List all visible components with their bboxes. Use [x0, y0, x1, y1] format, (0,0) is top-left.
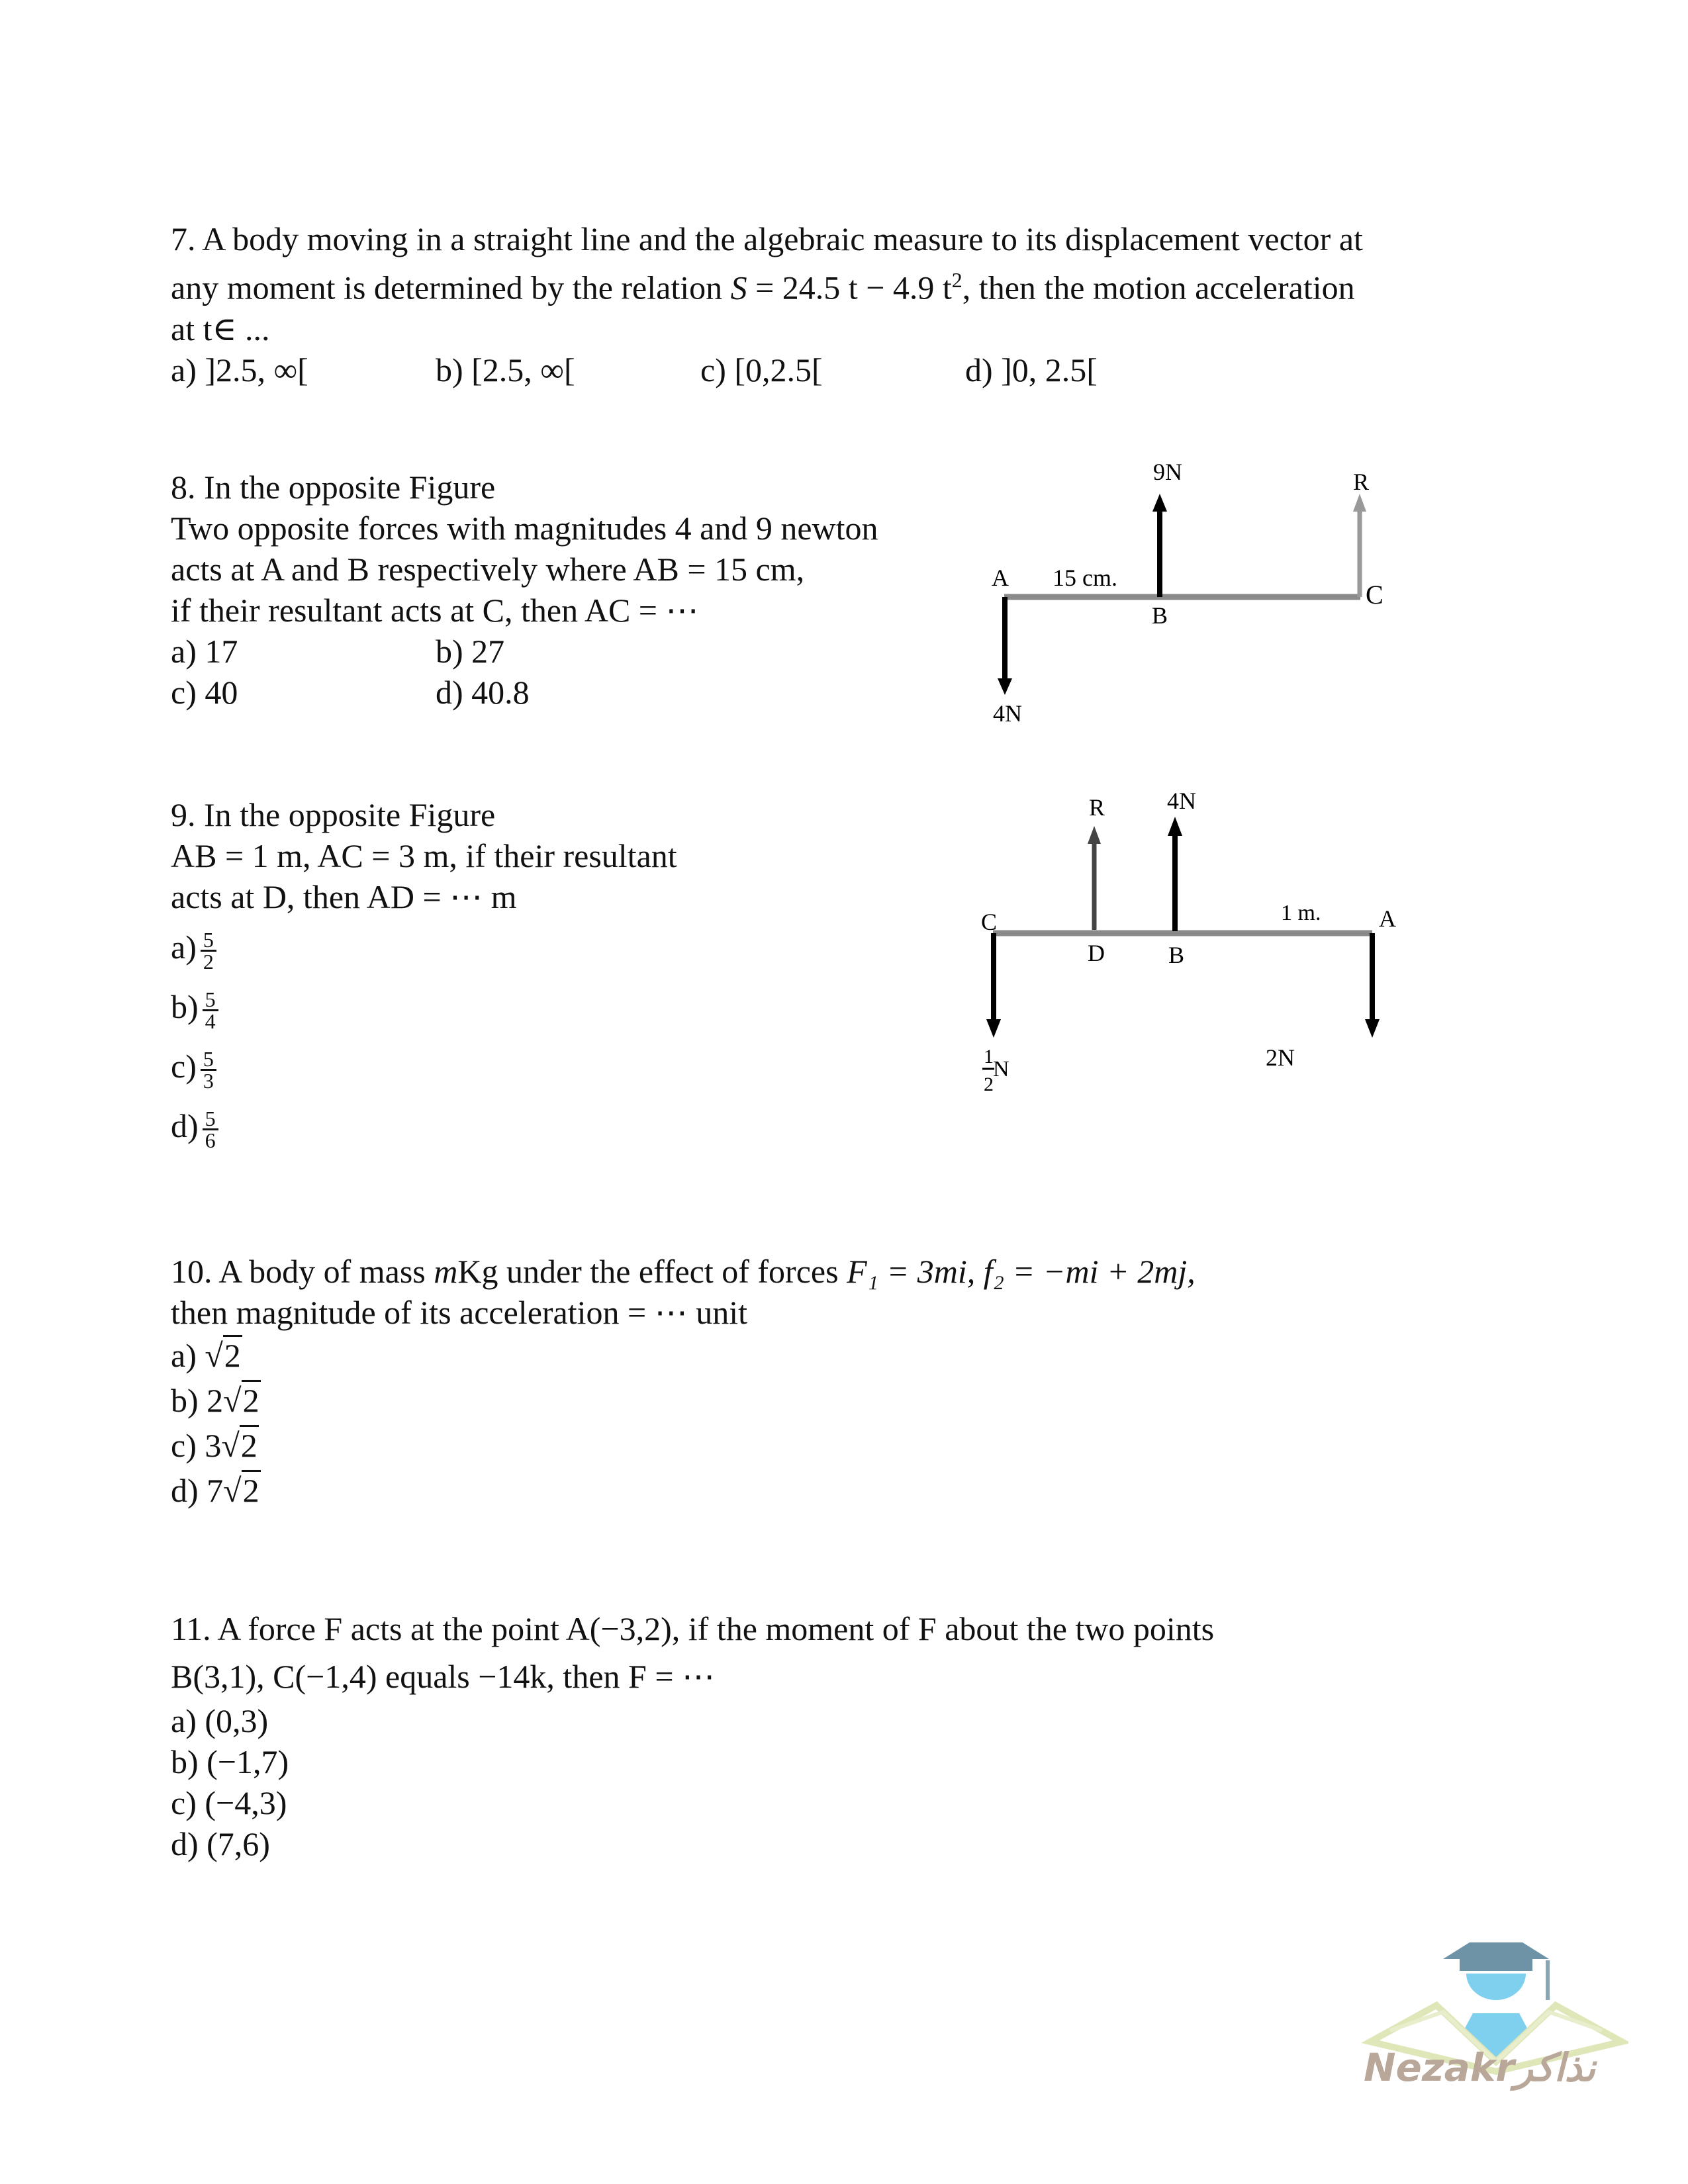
q10-force-formula: F₁ = 3mi, f₂ = −mi + 2mj, [847, 1253, 1196, 1290]
q10-options [171, 1333, 1196, 1513]
label-distance: 15 cm. [1053, 565, 1117, 591]
q10-line-2: then magnitude of its acceleration = ⋯ unit [171, 1294, 747, 1331]
label-distance: 1 m. [1281, 901, 1321, 925]
q9-options [171, 917, 677, 1156]
fraction: $\frac{5}{4}$ [203, 989, 218, 1031]
q8-option-d[interactable]: d) 40.8 [436, 674, 530, 711]
q9-option-d[interactable]: d) $\frac{5}{6}$ [171, 1096, 677, 1156]
q9-force-diagram [960, 768, 1456, 1112]
q9-line-2: AB = 1 m, AC = 3 m, if their resultant [171, 837, 677, 874]
q7-option-b[interactable]: b) [2.5, ∞[ [436, 351, 575, 388]
label-r: R [1089, 794, 1105, 821]
label-half-unit: N [993, 1057, 1009, 1081]
label-a: A [1379, 905, 1396, 932]
label-a: A [992, 565, 1009, 591]
q8-line-2: Two opposite forces with magnitudes 4 and 9 newton [171, 510, 878, 547]
q7-line-1: 7. A body moving in a straight line and the algebraic measure to its displacement vector at [171, 220, 1363, 257]
q9-option-a[interactable]: a) $\frac{5}{2}$ [171, 917, 677, 977]
q8-line-3: acts at A and B respectively where AB = 15 cm, [171, 551, 805, 588]
label-r: R [1353, 469, 1370, 495]
nezakr-logo [1350, 1913, 1628, 2098]
label-half-den: 2 [984, 1073, 994, 1095]
q8-option-a[interactable]: a) 17 [171, 633, 238, 670]
logo-text: Nezakrنذاكر [1364, 2045, 1596, 2090]
q11-option-b[interactable]: b) (−1,7) [171, 1743, 289, 1780]
q7-options [171, 349, 1363, 390]
q11-option-c[interactable]: c) (−4,3) [171, 1784, 287, 1821]
q9-line-3: acts at D, then AD = ⋯ m [171, 878, 517, 915]
q10-option-c[interactable]: c) 3√2 [171, 1423, 1196, 1468]
label-2n: 2N [1266, 1044, 1295, 1071]
q8-option-c[interactable]: c) 40 [171, 674, 238, 711]
q10-option-b[interactable]: b) 2√2 [171, 1378, 1196, 1423]
q11-line-2: B(3,1), C(−1,4) equals −14k, then F = ⋯ [171, 1658, 716, 1695]
label-b: B [1168, 942, 1185, 968]
fraction: $\frac{5}{2}$ [201, 930, 216, 972]
q10-option-d[interactable]: d) 7√2 [171, 1468, 1196, 1513]
q11-option-a[interactable]: a) (0,3) [171, 1702, 269, 1739]
question-7 [171, 218, 1363, 390]
label-9n: 9N [1153, 459, 1182, 485]
q7-option-c[interactable]: c) [0,2.5[ [700, 351, 823, 388]
question-8 [171, 467, 878, 713]
label-half-num: 1 [984, 1046, 994, 1068]
fraction: $\frac{5}{3}$ [201, 1049, 216, 1091]
q8-force-diagram [960, 450, 1456, 748]
q7-line-2: any moment is determined by the relation S = 24.5 t − 4.9 $t^2$, then the motion acceleration [171, 268, 1355, 306]
label-4n: 4N [993, 700, 1022, 727]
q10-line-1: 10. A body of mass mKg under the effect of forces F₁ = 3mi, f₂ = −mi + 2mj, [171, 1253, 1196, 1290]
label-d: D [1088, 940, 1105, 966]
q7-option-d[interactable]: d) ]0, 2.5[ [965, 351, 1098, 388]
q7-option-a[interactable]: a) ]2.5, ∞[ [171, 351, 308, 388]
question-10 [171, 1251, 1196, 1513]
question-11 [171, 1605, 1214, 1864]
q11-option-d[interactable]: d) (7,6) [171, 1825, 270, 1862]
q9-option-b[interactable]: b) $\frac{5}{4}$ [171, 977, 677, 1036]
q10-option-a[interactable]: a) √2 [171, 1333, 1196, 1378]
question-9 [171, 794, 677, 1156]
q8-option-b[interactable]: b) 27 [436, 633, 505, 670]
label-c: C [1366, 580, 1383, 610]
q8-line-4: if their resultant acts at C, then AC = ⋯ [171, 592, 699, 629]
q9-option-c[interactable]: c) $\frac{5}{3}$ [171, 1036, 677, 1096]
label-4n: 4N [1167, 788, 1196, 814]
label-b: B [1152, 602, 1168, 629]
q8-options-row-2 [171, 672, 878, 713]
fraction: $\frac{5}{6}$ [203, 1109, 218, 1150]
label-c: C [981, 909, 998, 935]
q7-line-3: at t∈ ... [171, 310, 270, 347]
q8-line-1: 8. In the opposite Figure [171, 469, 496, 506]
q9-line-1: 9. In the opposite Figure [171, 796, 496, 833]
q8-options-row-1 [171, 631, 878, 672]
q11-line-1: 11. A force F acts at the point A(−3,2), if the moment of F about the two points [171, 1610, 1215, 1647]
